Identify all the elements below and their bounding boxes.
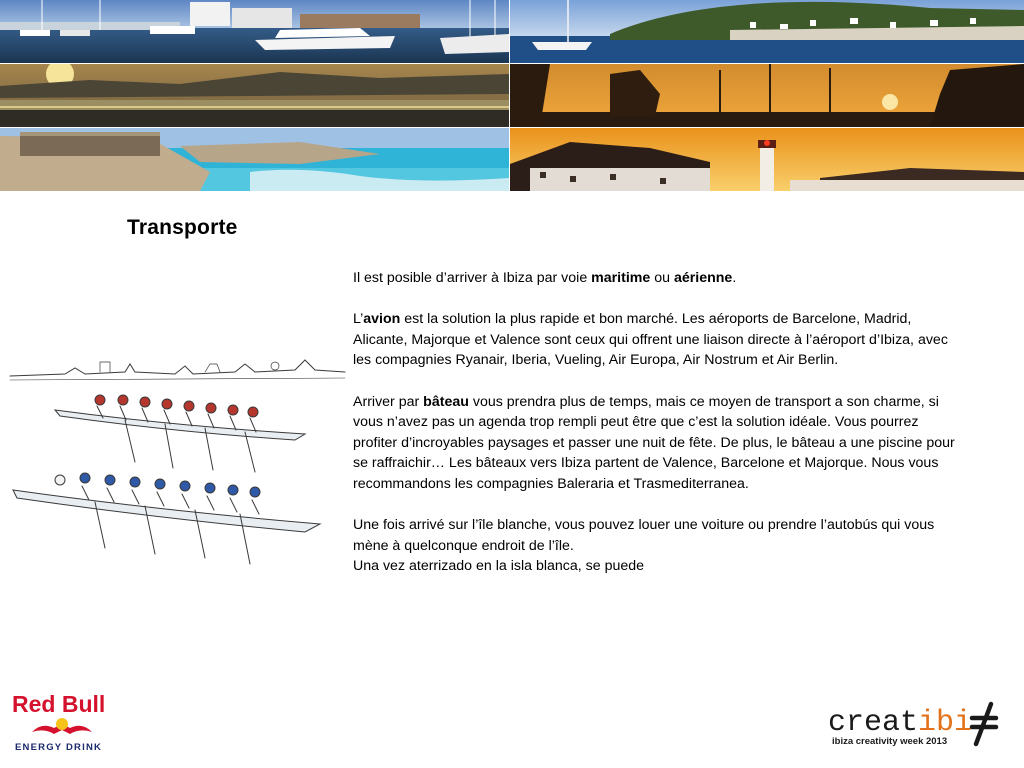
red-bull-wordmark: Red Bull [12, 691, 106, 717]
creatibi-word-a: creat [828, 706, 919, 740]
red-bull-tagline: ENERGY DRINK [15, 742, 103, 753]
photo-banner [0, 0, 1024, 191]
paragraph-intro [353, 268, 963, 289]
creatibi-word-b: ibi [918, 706, 973, 740]
bay-sailboat-photo [510, 0, 1024, 63]
harbour-yachts-photo [0, 0, 509, 63]
salt-flat-sunset-photo [0, 64, 509, 127]
page-title: Transporte [127, 216, 238, 239]
bold-bateau: bâteau [423, 393, 469, 410]
bold-maritime: maritime [591, 270, 651, 286]
rocky-beach-photo [0, 128, 509, 191]
text-run: vous prendra plus de temps, mais ce moyen de transport a son charme, si vous n’avez pas un agenda trop rempli peut être que c’est la solution idéale. Vous pourrez profiter d’incroyables paysages et passer une nuit de fête. De plus, le bâteau a une piscine pour se raffraichir… Les bâteaux vers Ibiza partent de Valence, Barcelone et Majorque. Nous vous recommandons les compagnies Baleraria et Trasmediterranea. [353, 393, 955, 492]
creatibi-logo [826, 700, 1002, 750]
text-line-french: Une fois arrivé sur l’île blanche, vous pouvez louer une voiture ou prendre l’autobús qui vous mène à quelconque endroit de l’île. [353, 517, 935, 554]
text-run: L’ [353, 311, 364, 328]
bold-aerienne: aérienne [673, 270, 733, 286]
paragraph-arrival [353, 515, 963, 577]
text-run: . [732, 270, 737, 286]
text-line-spanish: Una vez aterrizado en la isla blanca, se puede [353, 558, 645, 575]
text-run: ou [650, 270, 674, 286]
text-run: est la solution la plus rapide et bon marché. Les aéroports de Barcelone, Madrid, Alicante, Majorque et Valence sont ceux qui offrent une liaison directe à l’aéroport d’Ibiza, avec les compagnies Ryanair, Iberia, Vueling, Air Europa, Air Nostrum et Air Berlin. [353, 311, 948, 369]
red-bull-logo [10, 688, 122, 754]
rowing-boats-sketch-icon [5, 352, 350, 580]
body-text [353, 268, 963, 577]
text-run: Arriver par [353, 393, 424, 410]
text-run: Il est posible d’arriver à Ibiza par voie [353, 270, 592, 286]
creatibi-tagline: ibiza creativity week 2013 [832, 736, 948, 747]
lighthouse-sunset-photo [510, 128, 1024, 191]
bold-avion: avion [363, 311, 401, 328]
paragraph-avion [353, 309, 963, 371]
paragraph-bateau [353, 392, 963, 495]
harbour-sunset-photo [510, 64, 1024, 127]
